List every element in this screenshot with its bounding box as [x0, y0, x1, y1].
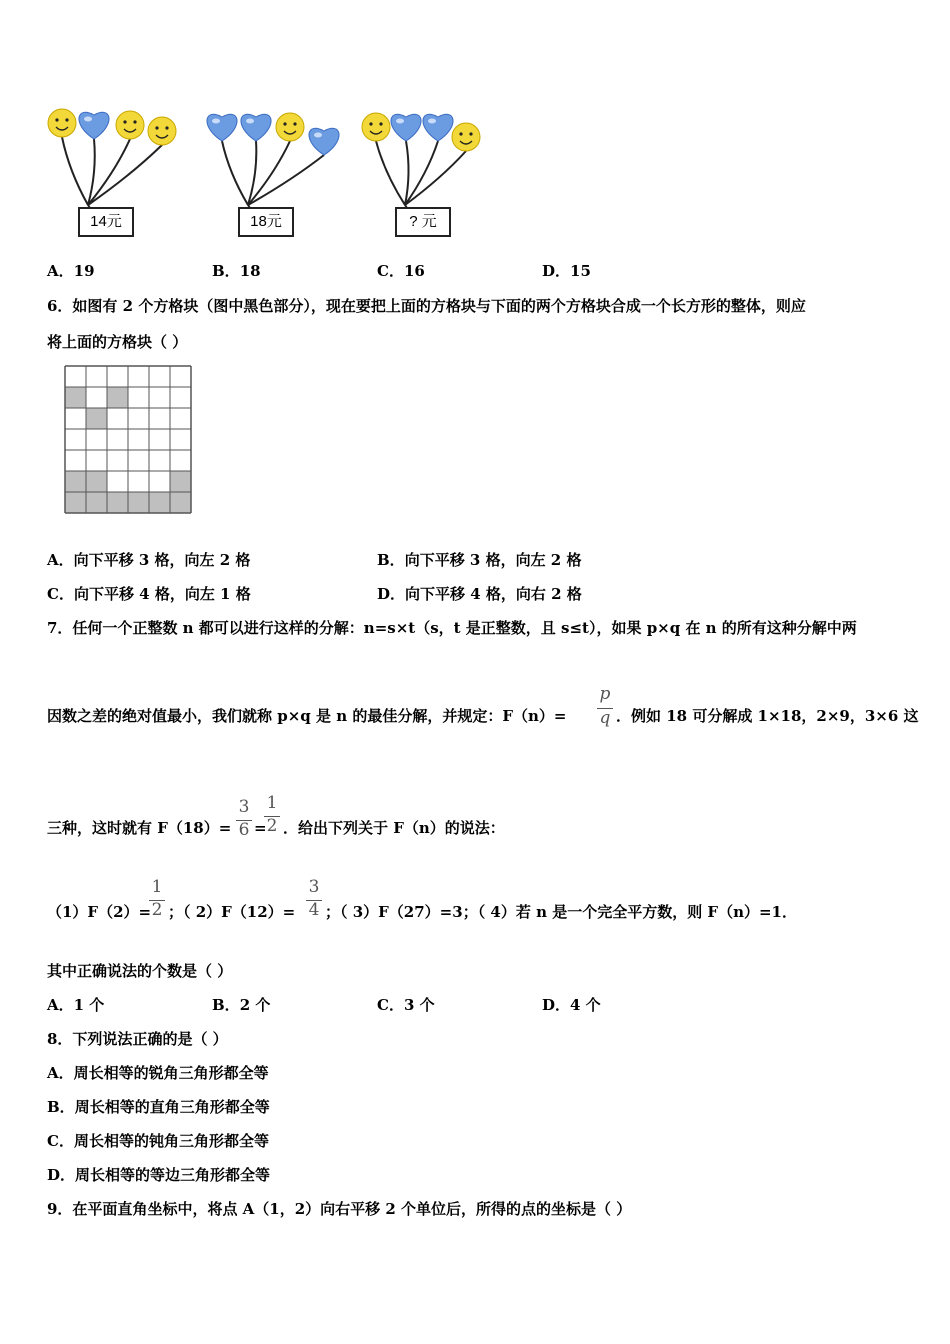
q7-stem-line1: 7．任何一个正整数 n 都可以进行这样的分解：n=s×t（s，t 是正整数，且 s≤t），如果 p×q 在 n 的所有这种分解中两: [47, 619, 857, 637]
option-text: 19: [73, 262, 95, 280]
heart-highlight: [84, 117, 92, 122]
option-text: 向下平移 3 格，向左 2 格: [404, 551, 582, 569]
fraction-numerator: 1: [266, 793, 278, 813]
option-letter: A．: [47, 1064, 74, 1082]
shaded-cell: [107, 492, 128, 513]
q6-option-b[interactable]: [377, 551, 581, 569]
q9-stem: 9．在平面直角坐标中，将点 A（1，2）向右平移 2 个单位后，所得的点的坐标是（ ）: [47, 1200, 632, 1218]
option-text: 周长相等的锐角三角形都全等: [73, 1064, 269, 1082]
q5-option-c[interactable]: [377, 262, 425, 280]
q8-option-d[interactable]: [47, 1166, 270, 1184]
heart-highlight: [314, 133, 322, 138]
q6-option-c[interactable]: [47, 585, 251, 603]
q7-option-a[interactable]: [47, 996, 104, 1014]
option-letter: C．: [47, 585, 74, 603]
option-text: 周长相等的钝角三角形都全等: [73, 1132, 269, 1150]
smiley-eye: [65, 118, 68, 121]
q8-option-c[interactable]: [47, 1132, 269, 1150]
heart-highlight: [396, 119, 404, 124]
q7-stem-line2a: 因数之差的绝对值最小，我们就称 p×q 是 n 的最佳分解，并规定：F（n）=: [47, 707, 567, 725]
option-text: 向下平移 4 格，向左 1 格: [73, 585, 251, 603]
fraction-numerator: 3: [308, 877, 320, 897]
option-text: 周长相等的等边三角形都全等: [75, 1166, 271, 1184]
heart-balloon-icon: [79, 112, 109, 139]
smiley-balloon-icon: [148, 117, 176, 145]
fraction-1-over-2-b: [147, 877, 167, 925]
smiley-eye: [165, 126, 168, 129]
option-letter: C．: [47, 1132, 74, 1150]
option-text: 周长相等的直角三角形都全等: [74, 1098, 270, 1116]
balloon-string: [405, 141, 409, 205]
option-letter: A．: [47, 551, 74, 569]
option-text: 4 个: [570, 996, 601, 1014]
heart-balloon-icon: [207, 114, 237, 141]
equals-sign: =: [254, 819, 267, 837]
heart-balloon-icon: [423, 114, 453, 141]
q7-stem-line3b: ．给出下列关于 F（n）的说法：: [283, 819, 505, 837]
option-letter: B．: [377, 551, 405, 569]
shaded-cell: [170, 471, 191, 492]
heart-balloon-icon: [391, 114, 421, 141]
fraction-3-over-6: [234, 797, 254, 845]
option-text: 向下平移 4 格，向右 2 格: [405, 585, 582, 603]
q7-question: 其中正确说法的个数是（ ）: [47, 962, 233, 980]
price-box-2: 18元: [238, 207, 294, 237]
heart-balloon-icon: [241, 114, 271, 141]
q5-option-d[interactable]: [542, 262, 591, 280]
option-letter: D．: [542, 262, 571, 280]
q7-stem-line3a: 三种，这时就有 F（18）=: [47, 819, 232, 837]
option-letter: D．: [377, 585, 406, 603]
smiley-eye: [55, 118, 58, 121]
balloon-string: [248, 155, 324, 205]
shaded-cell: [65, 492, 86, 513]
heart-highlight: [212, 119, 220, 124]
heart-highlight: [246, 119, 254, 124]
heart-highlight: [428, 119, 436, 124]
option-text: 向下平移 3 格，向左 2 格: [73, 551, 251, 569]
smiley-eye: [379, 122, 382, 125]
fraction-numerator: 3: [238, 797, 250, 817]
q6-stem-line2: 将上面的方格块（ ）: [47, 333, 188, 351]
fraction-1-over-2: [262, 793, 282, 841]
option-text: 15: [570, 262, 591, 280]
smiley-balloon-icon: [48, 109, 76, 137]
option-letter: D．: [47, 1166, 76, 1184]
option-text: 3 个: [403, 996, 435, 1014]
smiley-balloon-icon: [452, 123, 480, 151]
q7-statement-1: （1）F（2）=: [47, 903, 152, 921]
balloon-string: [88, 139, 95, 205]
smiley-balloon-icon: [362, 113, 390, 141]
shaded-cell: [86, 408, 107, 429]
option-letter: B．: [212, 262, 240, 280]
q8-option-b[interactable]: [47, 1098, 270, 1116]
smiley-eye: [459, 132, 462, 135]
option-letter: A．: [47, 262, 74, 280]
option-letter: D．: [542, 996, 571, 1014]
shaded-cell: [65, 387, 86, 408]
q6-option-d[interactable]: [377, 585, 582, 603]
option-letter: B．: [47, 1098, 75, 1116]
smiley-eye: [133, 120, 136, 123]
option-letter: C．: [377, 996, 404, 1014]
fraction-p-over-q: [595, 684, 615, 732]
heart-balloon-icon: [309, 128, 339, 155]
option-text: 1 个: [73, 996, 105, 1014]
option-letter: B．: [212, 996, 240, 1014]
fraction-denominator: q: [599, 708, 611, 728]
option-text: 2 个: [239, 996, 271, 1014]
shaded-cell: [107, 387, 128, 408]
price-box-3: ? 元: [395, 207, 451, 237]
q6-option-a[interactable]: [47, 551, 250, 569]
balloon-string: [376, 141, 405, 205]
option-letter: A．: [47, 996, 74, 1014]
smiley-eye: [293, 122, 296, 125]
fraction-3-over-4: [304, 877, 324, 925]
q5-option-a[interactable]: [47, 262, 95, 280]
option-text: 16: [403, 262, 425, 280]
balloon-string: [405, 151, 466, 205]
fraction-denominator: 2: [266, 816, 278, 836]
option-letter: C．: [377, 262, 404, 280]
smiley-eye: [469, 132, 472, 135]
q7-stem-line2b: ．例如 18 可分解成 1×18，2×9，3×6 这: [616, 707, 919, 725]
fraction-denominator: 6: [238, 820, 250, 840]
q7-option-c[interactable]: [377, 996, 435, 1014]
fraction-numerator: 1: [151, 877, 163, 897]
q7-option-b[interactable]: [212, 996, 270, 1014]
fraction-denominator: 4: [308, 900, 320, 920]
square-grid-figure: [64, 365, 194, 513]
balloon-string: [88, 145, 162, 205]
smiley-eye: [123, 120, 126, 123]
q7-statement-2: ；（ 2）F（12）=: [168, 903, 296, 921]
option-text: 18: [239, 262, 261, 280]
balloon-string: [405, 141, 438, 205]
shaded-cell: [65, 471, 86, 492]
fraction-numerator: p: [599, 684, 611, 704]
q5-option-b[interactable]: [212, 262, 261, 280]
price-box-1: 14元: [78, 207, 134, 237]
shaded-cell: [86, 492, 107, 513]
smiley-eye: [369, 122, 372, 125]
fraction-denominator: 2: [151, 900, 163, 920]
smiley-eye: [155, 126, 158, 129]
shaded-cell: [170, 492, 191, 513]
smiley-eye: [283, 122, 286, 125]
smiley-balloon-icon: [276, 113, 304, 141]
q8-option-a[interactable]: [47, 1064, 269, 1082]
q7-statement-3-4: ；（ 3）F（27）=3；（ 4）若 n 是一个完全平方数，则 F（n）=1．: [325, 903, 797, 921]
smiley-balloon-icon: [116, 111, 144, 139]
shaded-cell: [149, 492, 170, 513]
q8-stem: 8．下列说法正确的是（ ）: [47, 1030, 228, 1048]
q6-stem-line1: 6．如图有 2 个方格块（图中黑色部分），现在要把上面的方格块与下面的两个方格块合成一个长方形的整体，则应: [47, 297, 806, 315]
shaded-cell: [128, 492, 149, 513]
balloon-string: [62, 137, 88, 205]
balloon-string: [222, 141, 248, 205]
shaded-cell: [86, 471, 107, 492]
q7-option-d[interactable]: [542, 996, 601, 1014]
